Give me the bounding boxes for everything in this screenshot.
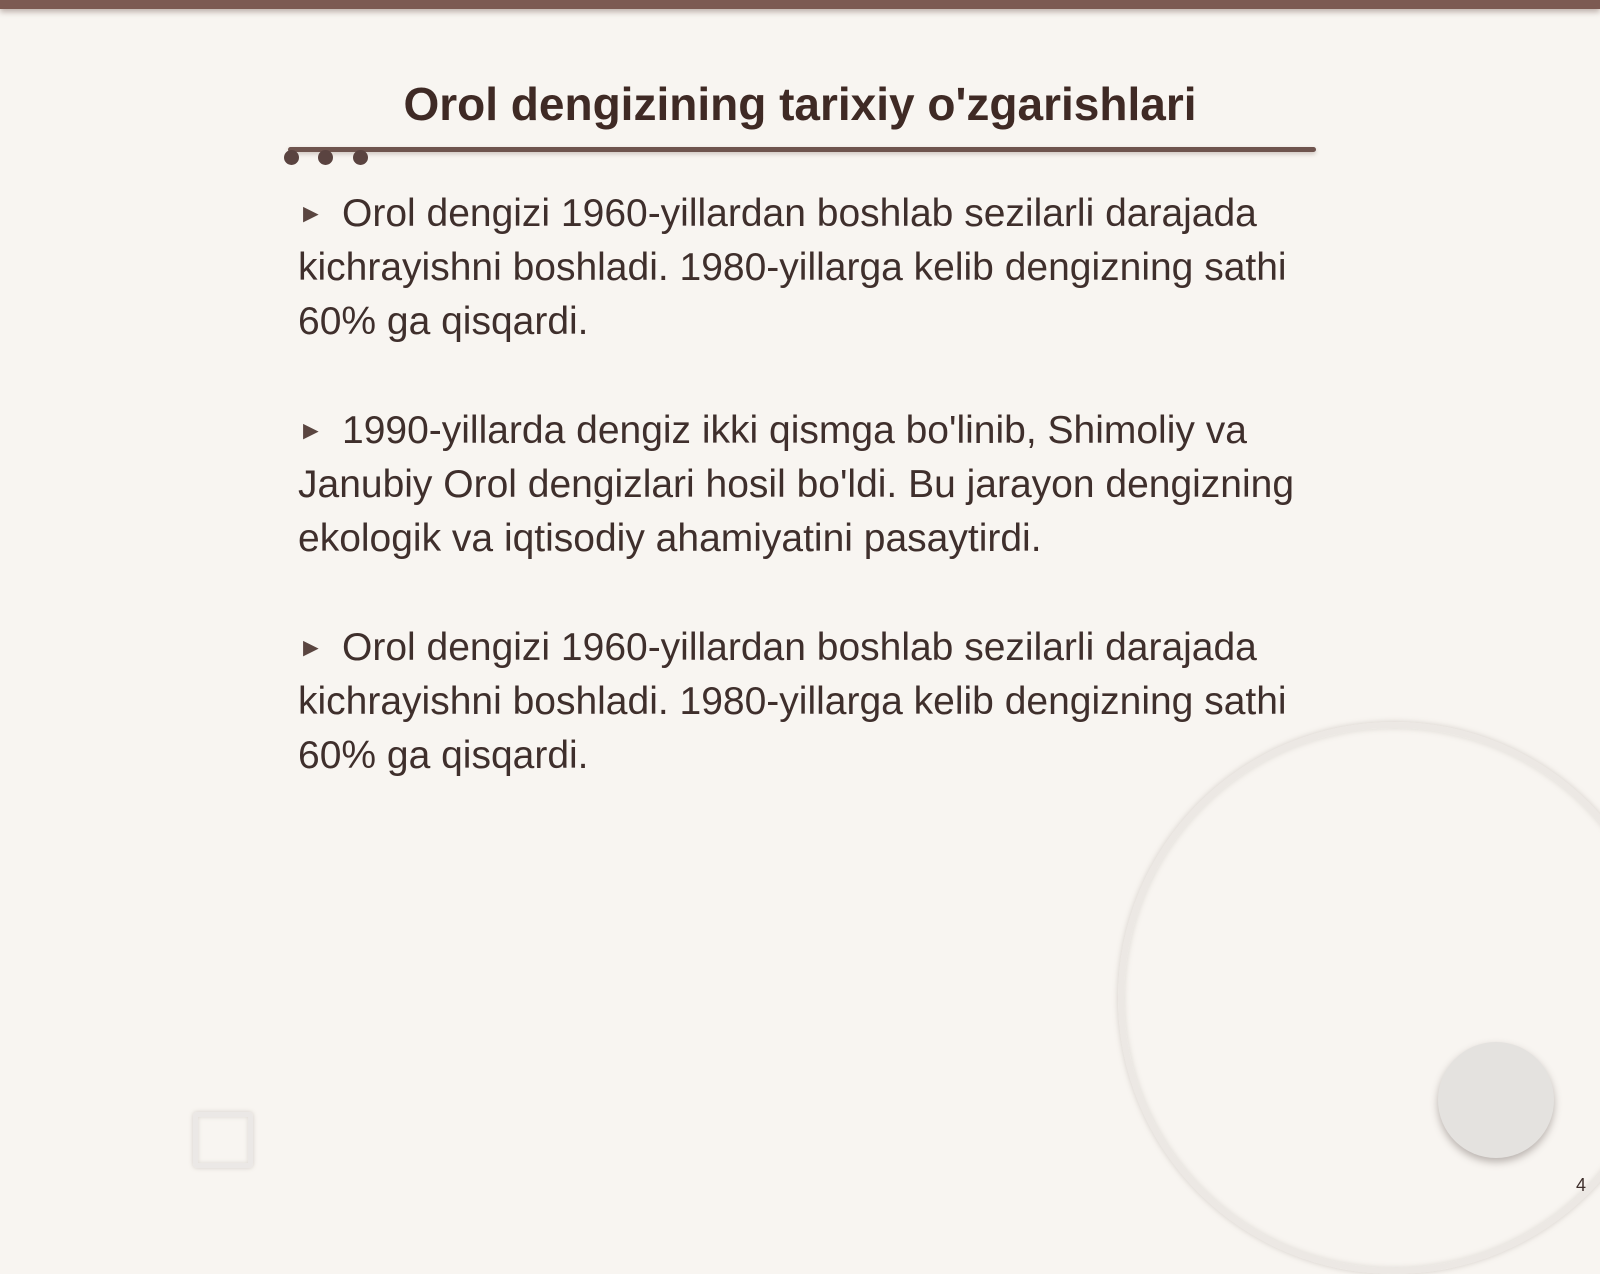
bullet-arrow-icon: ► <box>298 198 324 228</box>
bullet-item <box>298 403 1308 566</box>
top-accent-bar <box>0 0 1600 9</box>
decorative-disc <box>1438 1042 1554 1158</box>
page-number: 4 <box>1575 1175 1586 1195</box>
bullet-item <box>298 620 1308 783</box>
bullet-item <box>298 186 1308 349</box>
decorative-dot <box>318 150 333 165</box>
bullet-text: Orol dengizi 1960-yillardan boshlab sezilarli darajada kichrayishni boshladi. 1980-yillarga kelib dengizning sathi 60% ga qisqardi. <box>298 192 1287 343</box>
title-underline <box>288 147 1316 152</box>
slide-title: Orol dengizining tarixiy o'zgarishlari <box>403 78 1197 130</box>
bullet-arrow-icon: ► <box>298 415 324 445</box>
bullet-list <box>298 186 1308 837</box>
decorative-dot <box>353 150 368 165</box>
bullet-arrow-icon: ► <box>298 632 324 662</box>
decorative-square <box>193 1112 253 1168</box>
bullet-text: 1990-yillarda dengiz ikki qismga bo'linib, Shimoliy va Janubiy Orol dengizlari hosil bo'ldi. Bu jarayon dengizning ekologik va iqtisodiy ahamiyatini pasaytirdi. <box>298 409 1295 560</box>
decorative-dot <box>284 150 299 165</box>
bullet-text: Orol dengizi 1960-yillardan boshlab sezilarli darajada kichrayishni boshladi. 1980-yillarga kelib dengizning sathi 60% ga qisqardi. <box>298 626 1287 777</box>
